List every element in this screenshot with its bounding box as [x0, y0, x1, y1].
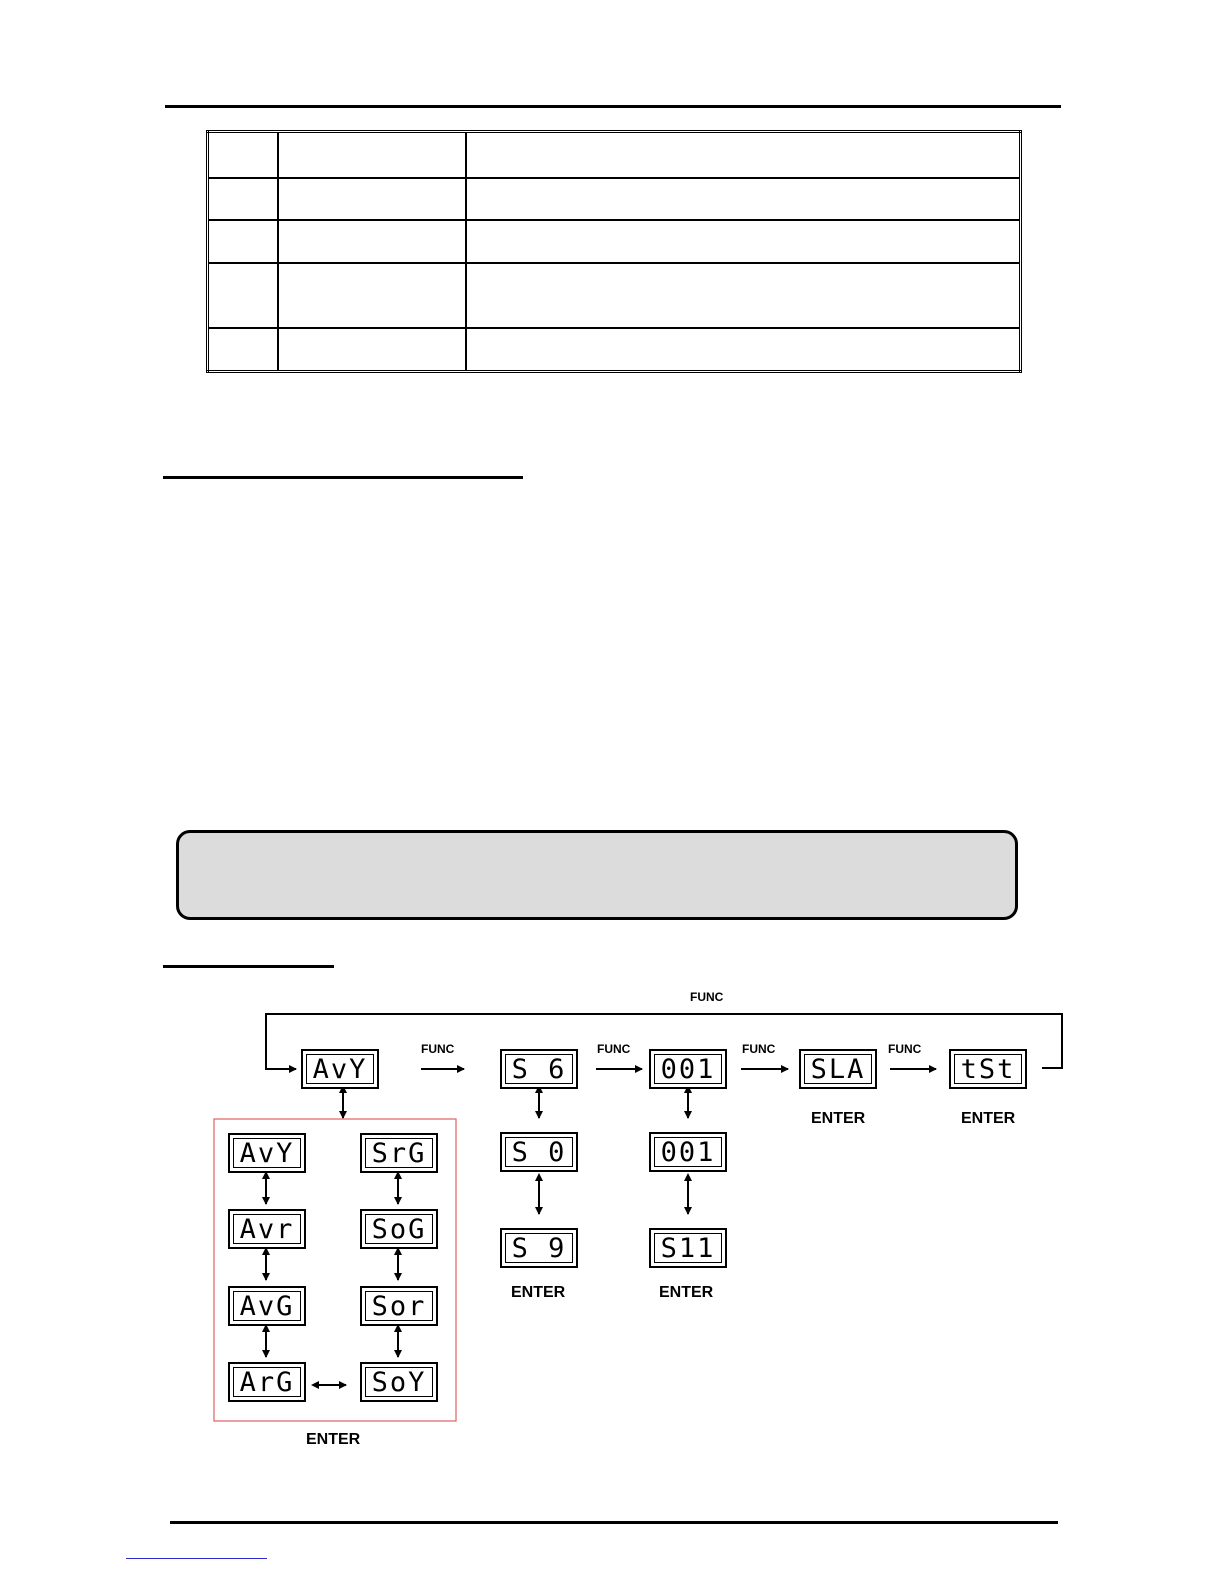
- lcd-display-avy: AvY: [301, 1049, 379, 1089]
- lcd-display-program: SoG: [360, 1209, 438, 1249]
- enter-label-sla: ENTER: [811, 1110, 866, 1127]
- lcd-display-program: AvG: [228, 1286, 306, 1326]
- enter-label-s11: ENTER: [659, 1284, 714, 1301]
- func-label-loop: FUNC: [690, 990, 724, 1004]
- lcd-display-s6: S 6: [500, 1049, 578, 1089]
- lcd-display-program: SoY: [360, 1362, 438, 1402]
- lcd-display-program: Avr: [228, 1209, 306, 1249]
- enter-label-s9: ENTER: [511, 1284, 566, 1301]
- lcd-display-program: AvY: [228, 1133, 306, 1173]
- enter-label-tst: ENTER: [961, 1110, 1016, 1127]
- lcd-display-program: Sor: [360, 1286, 438, 1326]
- enter-label-programs: ENTER: [306, 1431, 361, 1448]
- lcd-display-001: 001: [649, 1049, 727, 1089]
- func-label: FUNC: [421, 1042, 455, 1056]
- lcd-display-program: SrG: [360, 1133, 438, 1173]
- func-label: FUNC: [597, 1042, 631, 1056]
- lcd-display-s9: S 9: [500, 1228, 578, 1268]
- lcd-display-sla: SLA: [799, 1049, 877, 1089]
- func-label: FUNC: [742, 1042, 776, 1056]
- lcd-display-s11: S11: [649, 1228, 727, 1268]
- lcd-display-tst: tSt: [949, 1049, 1027, 1089]
- func-label: FUNC: [888, 1042, 922, 1056]
- lcd-display-program: ArG: [228, 1362, 306, 1402]
- lcd-display-address-001: 001: [649, 1132, 727, 1172]
- lcd-display-s0: S 0: [500, 1132, 578, 1172]
